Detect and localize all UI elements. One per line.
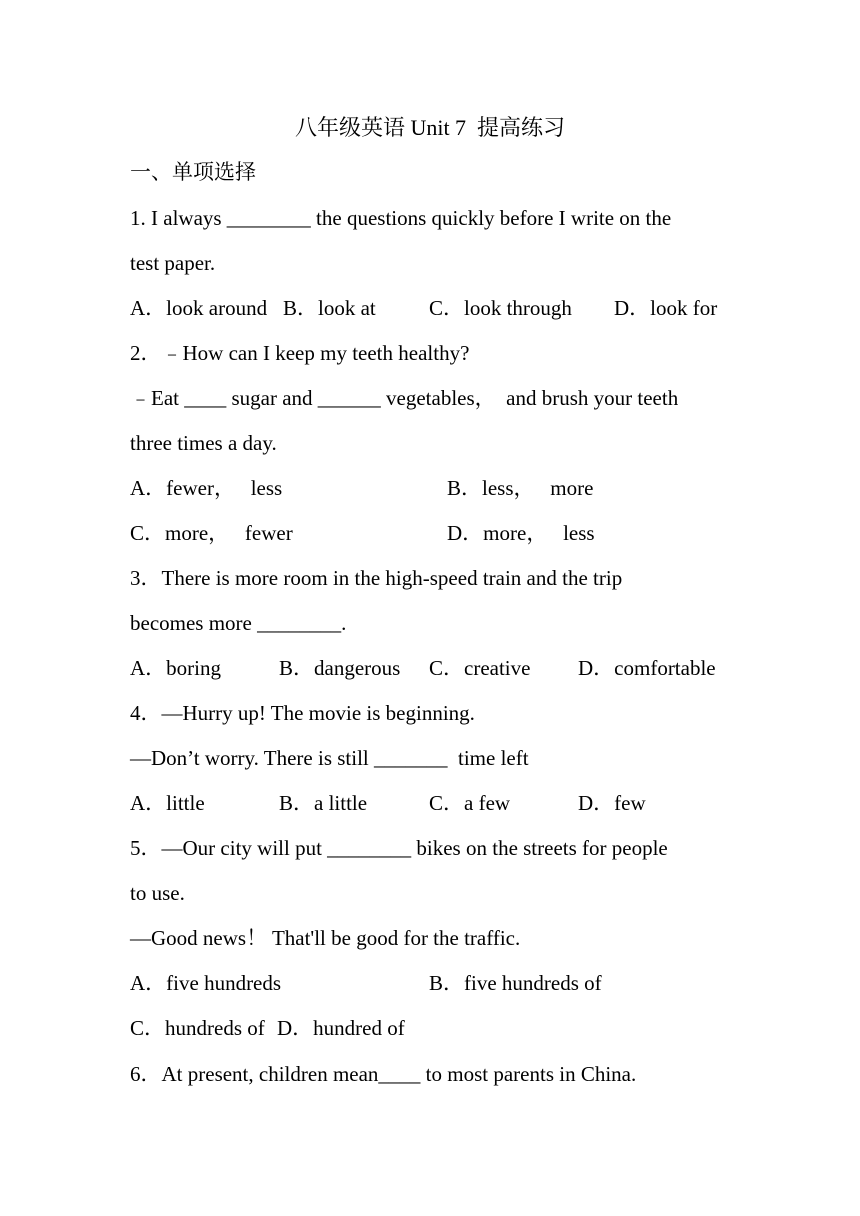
- question-4-line-1: 4．—Hurry up! The movie is beginning.: [130, 701, 475, 725]
- question-3-option-c: C．creative: [429, 656, 531, 680]
- question-3-line-2: becomes more ________.: [130, 611, 347, 635]
- question-1-option-b: B．look at: [283, 296, 376, 320]
- question-1-option-d: D．look for: [614, 296, 718, 320]
- question-3-option-b: B．dangerous: [279, 656, 401, 680]
- question-2-option-a: A．fewer， less: [130, 476, 283, 500]
- question-4-line-2: —Don’t worry. There is still _______ time left: [130, 746, 529, 770]
- question-4-option-d: D．few: [578, 791, 646, 815]
- question-5-option-b: B．five hundreds of: [429, 971, 602, 995]
- question-5-line-2: to use.: [130, 881, 185, 905]
- question-2-option-b: B．less， more: [447, 476, 594, 500]
- question-5-option-c: C．hundreds of: [130, 1016, 265, 1040]
- question-2-line-2: ﹣Eat ____ sugar and ______ vegetables， and brush your teeth: [130, 386, 679, 410]
- question-4-option-c: C．a few: [429, 791, 511, 815]
- page-title: 八年级英语 Unit 7 提高练习: [294, 115, 566, 140]
- question-3-option-d: D．comfortable: [578, 656, 716, 680]
- question-4-option-a: A．little: [130, 791, 205, 815]
- question-2-line-1: 2．﹣How can I keep my teeth healthy?: [130, 341, 470, 365]
- question-2-option-c: C．more， fewer: [130, 521, 293, 545]
- question-5-option-a: A．five hundreds: [130, 971, 282, 995]
- question-6-line-1: 6．At present, children mean____ to most parents in China.: [130, 1062, 637, 1086]
- section-heading: 一、单项选择: [130, 160, 256, 184]
- question-1-option-a: A．look around: [130, 296, 268, 320]
- question-3-line-1: 3．There is more room in the high-speed train and the trip: [130, 566, 623, 590]
- question-3-option-a: A．boring: [130, 656, 221, 680]
- question-1-line-2: test paper.: [130, 251, 216, 275]
- question-5-line-1: 5．—Our city will put ________ bikes on the streets for people: [130, 836, 668, 860]
- question-4-option-b: B．a little: [279, 791, 368, 815]
- question-5-line-3: —Good news！ That'll be good for the traffic.: [130, 926, 521, 950]
- question-1-line-1: 1. I always ________ the questions quickly before I write on the: [130, 206, 672, 230]
- question-2-option-d: D．more， less: [447, 521, 595, 545]
- question-1-option-c: C．look through: [429, 296, 572, 320]
- question-5-option-d: D．hundred of: [277, 1016, 405, 1040]
- question-2-line-3: three times a day.: [130, 431, 277, 455]
